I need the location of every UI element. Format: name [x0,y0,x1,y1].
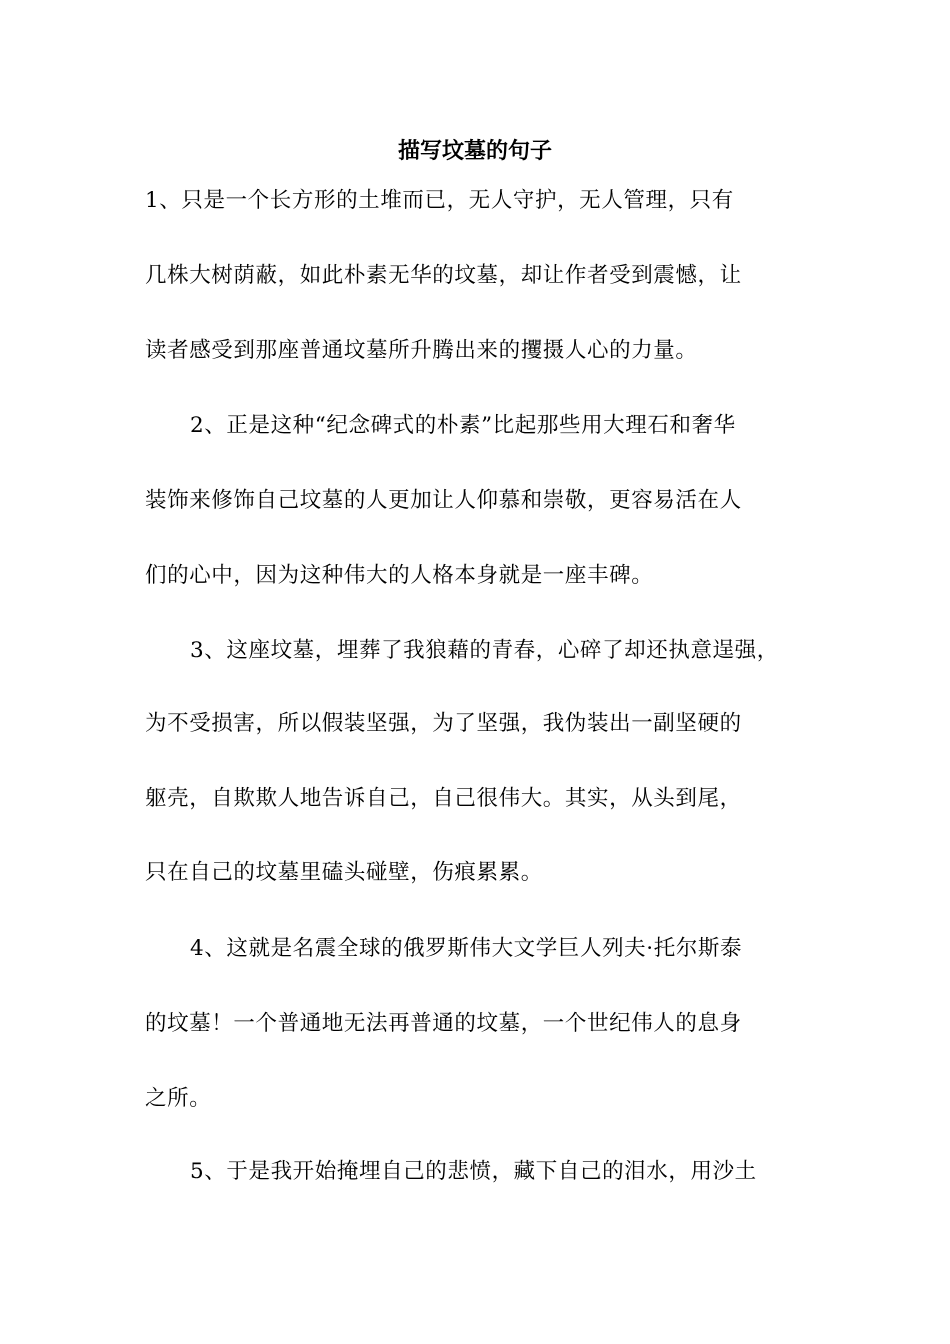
paragraph-2-line-1: 2、正是这种“纪念碑式的朴素”比起那些用大理石和奢华 [190,413,736,438]
paragraph-5-line-1: 5、于是我开始掩埋自己的悲愤，藏下自己的泪水，用沙土 [190,1159,757,1184]
paragraph-4-line-2: 的坟墓！一个普通地无法再普通的坟墓，一个世纪伟人的息身 [145,1011,742,1036]
paragraph-4-line-1: 4、这就是名震全球的俄罗斯伟大文学巨人列夫·托尔斯泰 [190,936,743,961]
paragraph-2-line-2: 装饰来修饰自己坟墓的人更加让人仰慕和崇敬，更容易活在人 [145,488,742,513]
paragraph-3-line-2: 为不受损害，所以假装坚强，为了坚强，我伪装出一副坚硬的 [145,711,742,736]
paragraph-4-line-3: 之所。 [145,1086,212,1111]
paragraph-2-line-3: 们的心中，因为这种伟大的人格本身就是一座丰碑。 [145,563,654,588]
paragraph-1-line-2: 几株大树荫蔽，如此朴素无华的坟墓，却让作者受到震憾，让 [145,263,742,288]
paragraph-3-line-4: 只在自己的坟墓里磕头碰壁，伤痕累累。 [145,860,543,885]
document-title: 描写坟墓的句子 [397,138,552,164]
paragraph-3-line-1: 3、这座坟墓，埋葬了我狼藉的青春，心碎了却还执意逞强， [190,638,779,663]
paragraph-1-line-1: 1、只是一个长方形的土堆而已，无人守护，无人管理，只有 [145,188,734,213]
paragraph-1-line-3: 读者感受到那座普通坟墓所升腾出来的攫摄人心的力量。 [145,338,698,363]
paragraph-3-line-3: 躯壳，自欺欺人地告诉自己，自己很伟大。其实，从头到尾， [145,786,742,811]
